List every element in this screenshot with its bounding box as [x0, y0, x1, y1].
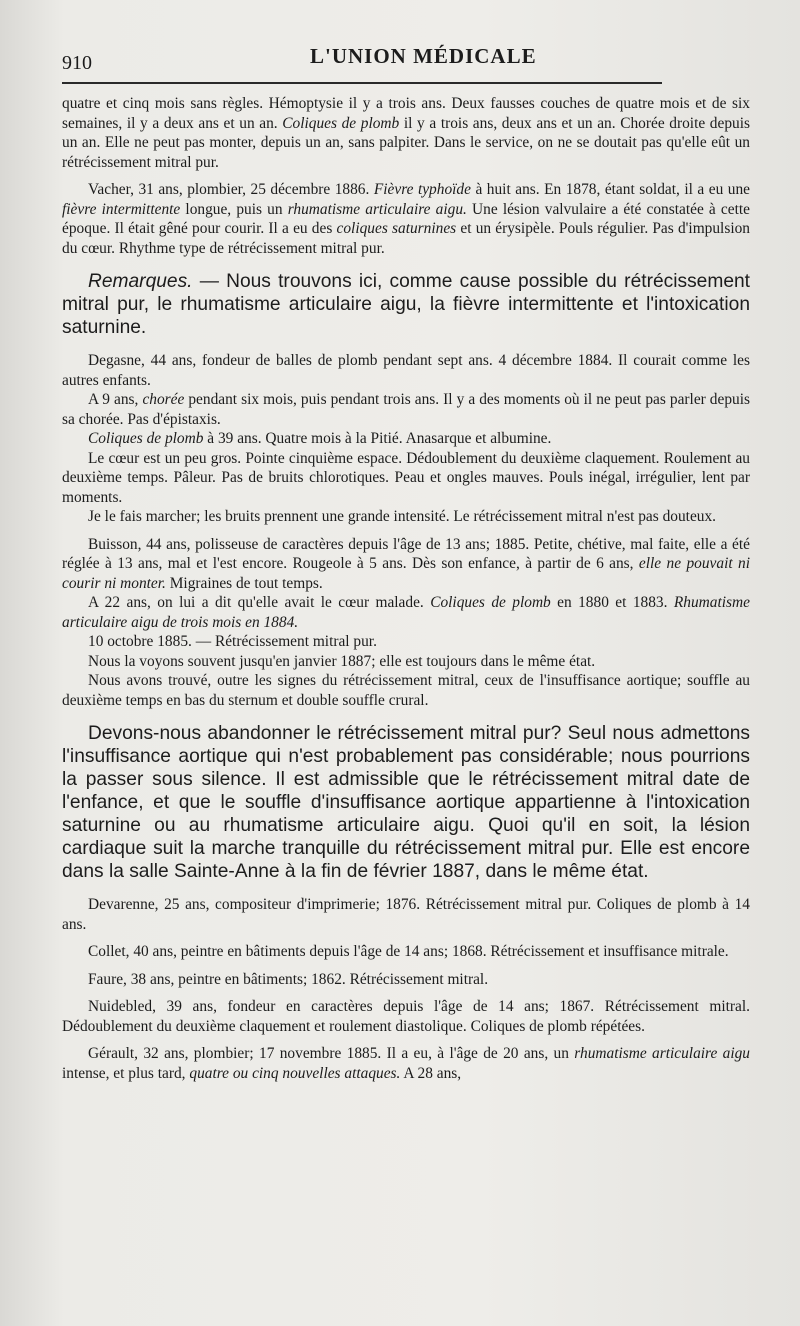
text-segment: Je le fais marcher; les bruits prennent une grande intensité. Le rétrécissement mitral n'est pas douteux. [88, 508, 717, 525]
italic-text-segment: rhumatisme articulaire aigu. [287, 200, 467, 218]
text-segment: Une lésion valvulaire a été constatée à cette époque. Il était gêné pour courir. Il a eu des [62, 200, 750, 237]
paragraph-buisson-signes [62, 671, 750, 710]
paragraph-case-degasne [62, 351, 750, 390]
text-segment: A 28 ans, [400, 1064, 462, 1082]
italic-text-segment: rhumatisme articulaire aigu [574, 1045, 751, 1062]
paragraph-case-nuidebled [62, 997, 750, 1036]
paragraph-buisson-1885 [62, 632, 750, 652]
italic-text-segment: Coliques de plomb [282, 114, 400, 132]
page-number: 910 [62, 52, 92, 74]
text-segment: Faure, 38 ans, peintre en bâtiments; 1862. Rétrécissement mitral. [88, 970, 489, 988]
italic-text-segment: chorée [142, 391, 185, 408]
text-segment: 10 octobre 1885. — Rétrécissement mitral pur. [88, 633, 377, 650]
paragraph-degasne-marche [62, 507, 750, 527]
italic-text-segment: elle ne pouvait ni courir ni monter. [62, 555, 750, 592]
text-segment: quatre et cinq mois sans règles. Hémoptysie il y a trois ans. Deux fausses couches de quatre mois et de six semaines, il y a deux ans et un an. [62, 95, 750, 132]
paragraph-degasne-coliques [62, 429, 750, 449]
paragraph-degasne-chorea [62, 390, 750, 429]
body-text [62, 94, 750, 1083]
italic-text-segment: Remarques. [88, 271, 193, 292]
text-segment: Nous la voyons souvent jusqu'en janvier 1887; elle est toujours dans le même état. [88, 652, 596, 670]
text-segment: Migraines de tout temps. [165, 574, 323, 592]
paragraph-remarques [62, 270, 750, 339]
paragraph-case-continuation [62, 94, 750, 172]
paragraph-buisson-22-ans [62, 593, 750, 632]
text-segment: à huit ans. En 1878, étant soldat, il a eu une [470, 181, 750, 198]
text-segment: pendant six mois, puis pendant trois ans. Il y a des moments où il ne peut pas parler depuis sa chorée. Pas d'épistaxis. [62, 391, 750, 428]
text-segment: A 22 ans, on lui a dit qu'elle avait le cœur malade. [88, 594, 431, 611]
text-segment: A 9 ans, [88, 391, 143, 408]
italic-text-segment: coliques saturnines [336, 220, 457, 237]
header-rule [62, 82, 662, 84]
text-segment: Devarenne, 25 ans, compositeur d'imprimerie; 1876. Rétrécissement mitral pur. Coliques de plomb à 14 ans. [62, 896, 750, 933]
italic-text-segment: Rhumatisme articulaire aigu de trois mois en 1884. [62, 594, 750, 631]
text-segment: — Nous trouvons ici, comme cause possible du rétrécissement mitral pur, le rhumatisme articulaire aigu, la fièvre intermittente et l'intoxication saturnine. [62, 271, 750, 338]
text-segment: intense, et plus tard, [62, 1064, 190, 1082]
text-segment: Collet, 40 ans, peintre en bâtiments depuis l'âge de 14 ans; 1868. Rétrécissement et insuffisance mitrale. [88, 943, 729, 960]
text-segment: longue, puis un [180, 200, 288, 218]
text-segment: et un érysipèle. Pouls régulier. Pas d'impulsion du cœur. Rhythme type de rétrécissement mitral pur. [62, 220, 750, 257]
paragraph-case-buisson [62, 535, 750, 594]
text-segment: Le cœur est un peu gros. Pointe cinquième espace. Dédoublement du deuxième claquement. Roulement au deuxième temps. Pâleur. Pas de bruits chlorotiques. Peau et ongles mauves. Pouls inégal, irrégulier, lent par moments. [62, 449, 750, 506]
text-segment: Gérault, 32 ans, plombier; 17 novembre 1885. Il a eu, à l'âge de 20 ans, un [88, 1045, 575, 1062]
italic-text-segment: Coliques de plomb [88, 430, 204, 447]
text-segment: Buisson, 44 ans, polisseuse de caractères depuis l'âge de 13 ans; 1885. Petite, chétive, mal faite, elle a été réglée à 13 ans, mal et l'est encore. Rougeole à 5 ans. Dès son enfance, à partir de 6 ans, [62, 535, 750, 572]
text-segment: Devons-nous abandonner le rétrécissement mitral pur? Seul nous admettons l'insuffisance aortique qui n'est probablement pas considérable; nous pourrions la passer sous silence. Il est admissible que le rétrécissement mitral date de l'enfance, et que le souffle d'insuffisance aortique appartienne à l'intoxication saturnine ou au rhumatisme articulaire aigu. Quoi qu'il en soit, la lésion cardiaque suit la marche tranquille du rétrécissement mitral pur. Elle est encore dans la salle Sainte-Anne à la fin de février 1887, dans le même état. [62, 723, 750, 882]
paragraph-case-faure [62, 970, 750, 990]
paragraph-degasne-coeur [62, 449, 750, 508]
italic-text-segment: fièvre intermittente [62, 200, 181, 218]
text-segment: Degasne, 44 ans, fondeur de balles de plomb pendant sept ans. 4 décembre 1884. Il courait comme les autres enfants. [62, 352, 750, 389]
running-title: L'UNION MÉDICALE [310, 44, 537, 68]
paragraph-case-gerault [62, 1044, 750, 1083]
text-segment: en 1880 et 1883. [550, 594, 674, 611]
paragraph-case-vacher [62, 180, 750, 258]
italic-text-segment: Fièvre typhoïde [373, 181, 471, 198]
paragraph-case-collet [62, 942, 750, 962]
text-segment: Nous avons trouvé, outre les signes du rétrécissement mitral, ceux de l'insuffisance aortique; souffle au deuxième temps en bas du sternum et double souffle crural. [62, 672, 750, 709]
text-segment: à 39 ans. Quatre mois à la Pitié. Anasarque et albumine. [203, 430, 552, 447]
text-segment: il y a trois ans, deux ans et un an. Chorée droite depuis un an. Elle ne peut pas monter, depuis un an, sans palpiter. Dans le service, on ne se doutait pas qu'elle eût un rétrécissement mitral pur. [62, 114, 750, 171]
paragraph-case-devarenne [62, 895, 750, 934]
page-header [62, 40, 750, 76]
italic-text-segment: Coliques de plomb [430, 594, 551, 611]
italic-text-segment: quatre ou cinq nouvelles attaques. [189, 1064, 401, 1082]
paragraph-discussion [62, 722, 750, 883]
text-segment: Vacher, 31 ans, plombier, 25 décembre 1886. [88, 181, 374, 198]
text-segment: Nuidebled, 39 ans, fondeur en caractères depuis l'âge de 14 ans; 1867. Rétrécissement mitral. Dédoublement du deuxième claquement et roulement diastolique. Coliques de plomb répétées. [62, 998, 750, 1035]
paragraph-buisson-1887 [62, 652, 750, 672]
